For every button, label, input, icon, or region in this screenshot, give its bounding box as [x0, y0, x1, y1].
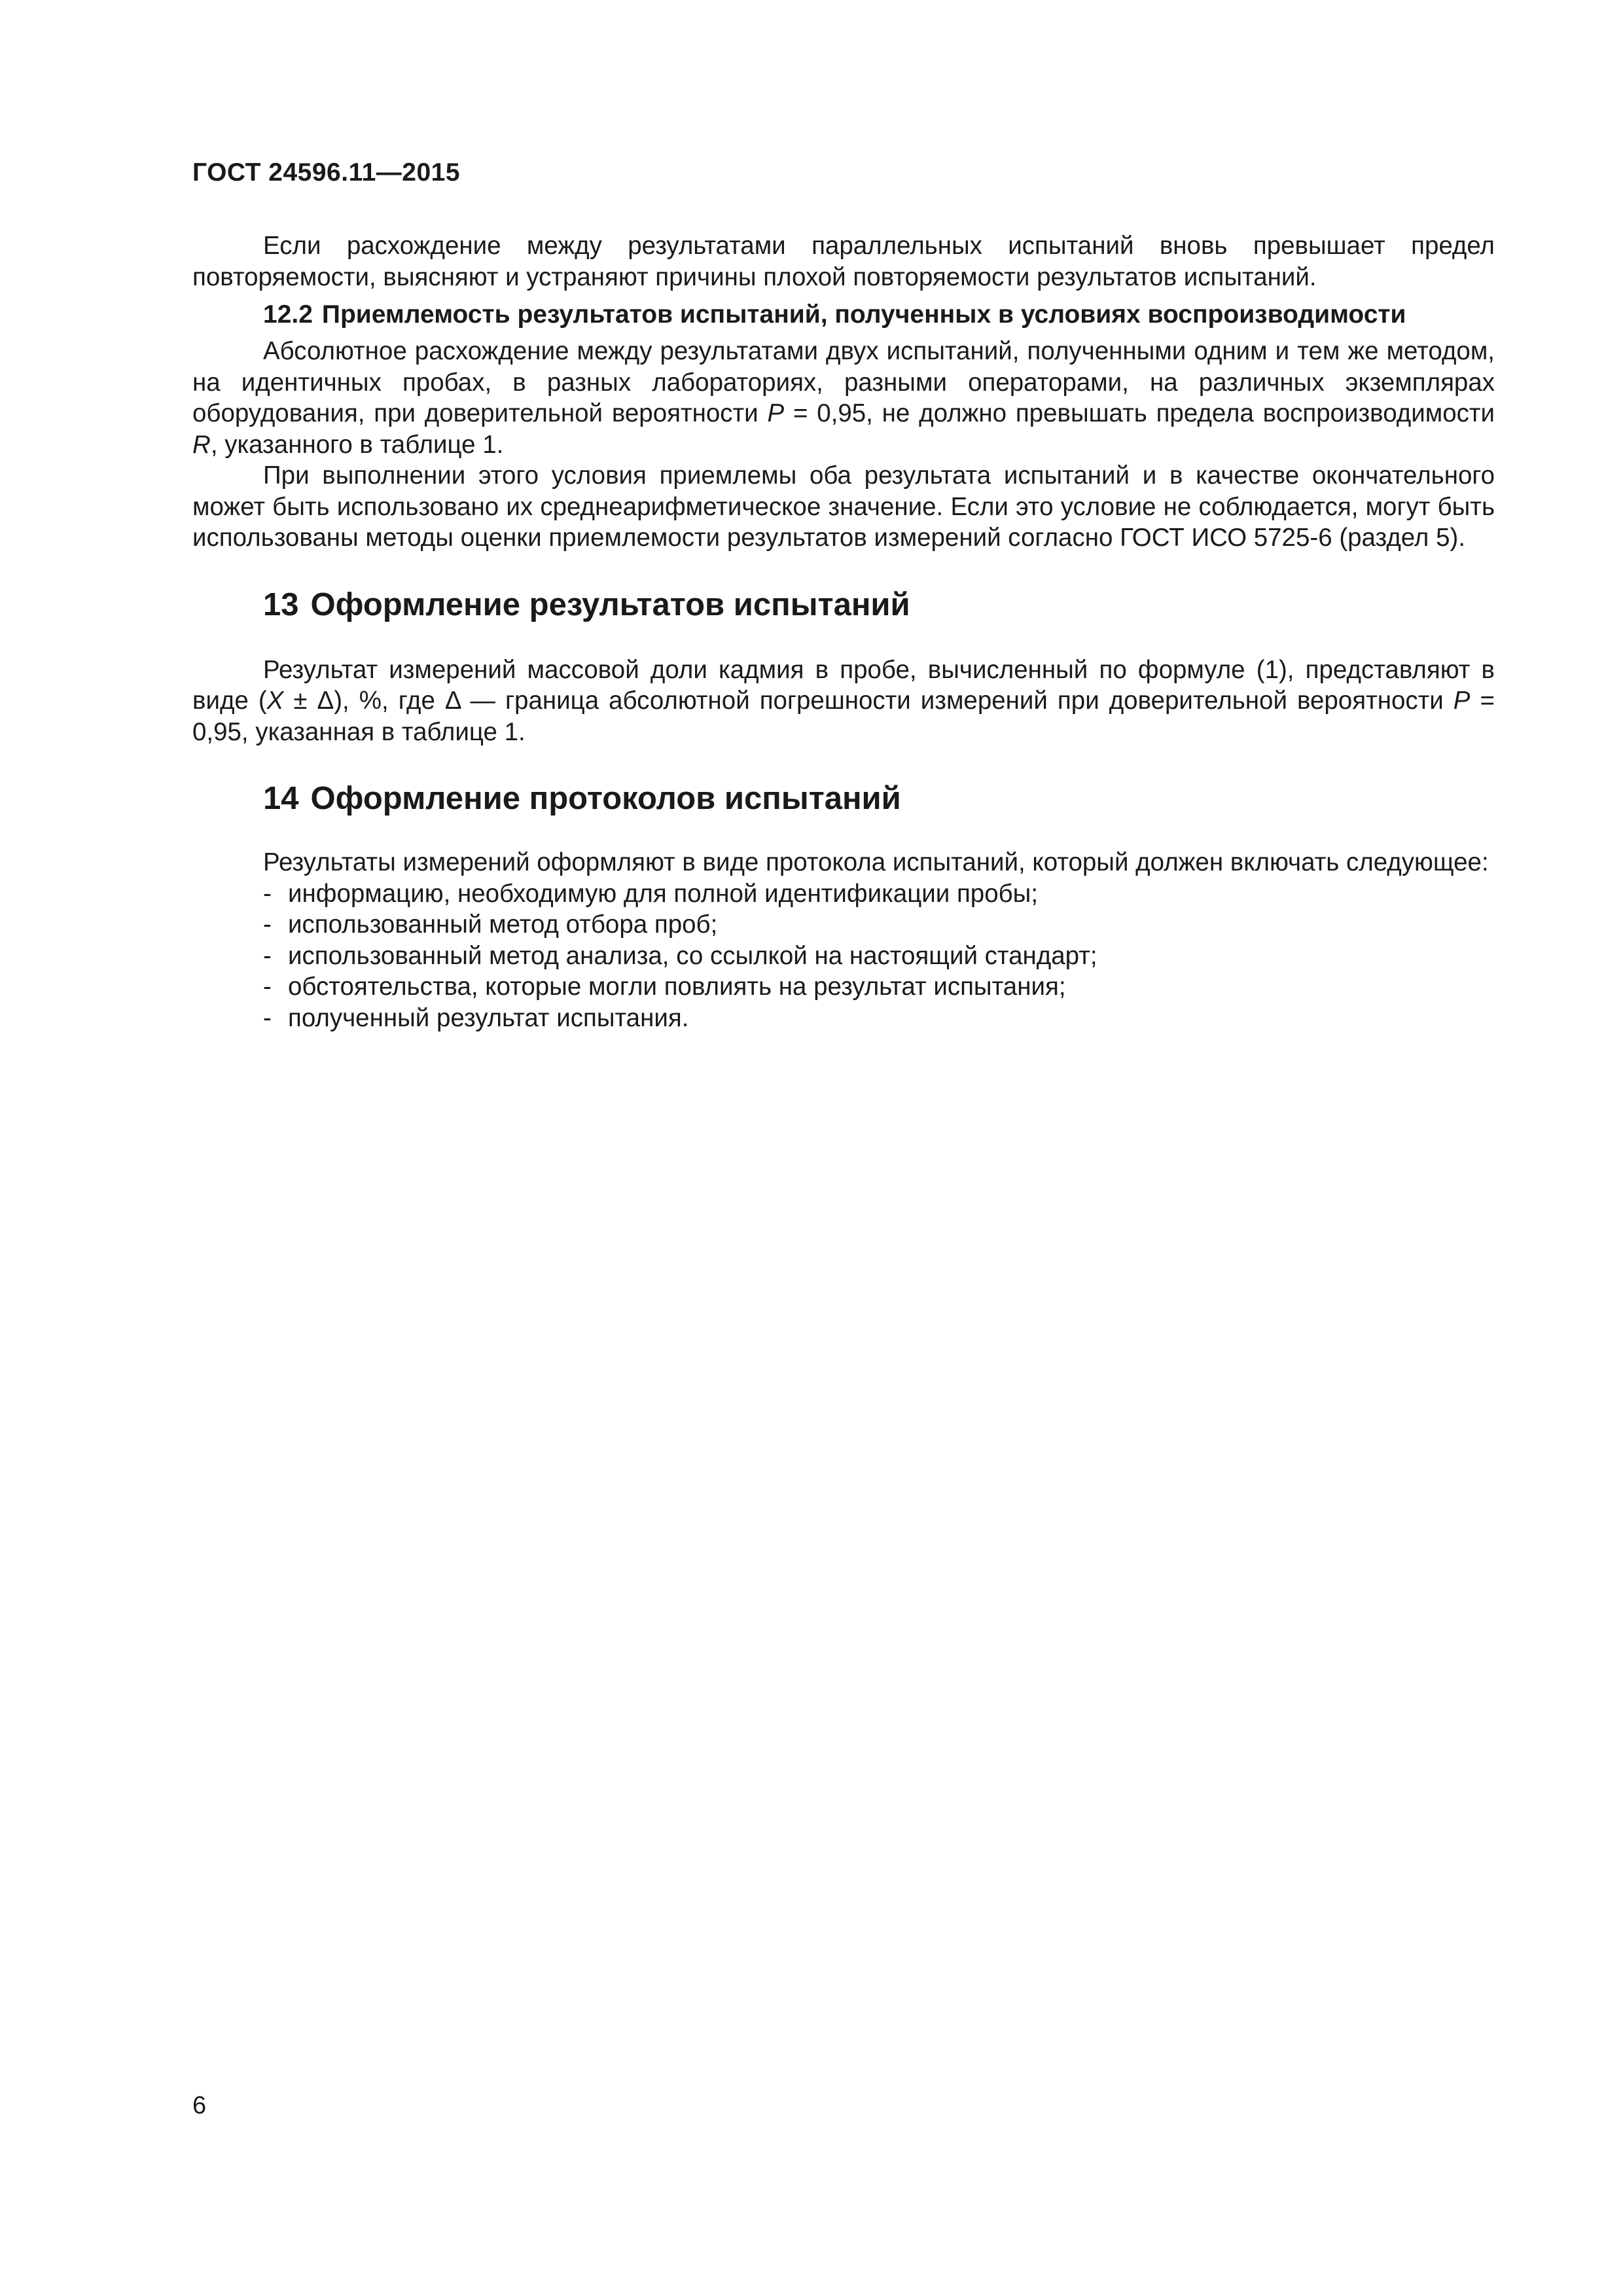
list-item	[263, 909, 1495, 941]
variable-x: X	[266, 687, 284, 715]
subsection-number: 12.2	[263, 300, 313, 329]
text-segment: Абсолютное расхождение между результатами двух испытаний, полученными одним и тем же методом, на идентичных пробах, в разных лабораториях, разными операторами, на различных экземплярах оборудования, при доверительной вероятности	[192, 337, 1495, 427]
protocol-contents-list	[192, 878, 1495, 1034]
list-dash: -	[263, 941, 272, 970]
variable-r: R	[192, 430, 211, 459]
section-heading-13	[192, 585, 1495, 624]
page-number: 6	[192, 2092, 207, 2119]
section-number: 13	[263, 586, 299, 622]
list-item-text: полученный результат испытания.	[288, 1003, 689, 1032]
paragraph-12-2-reproducibility	[192, 336, 1495, 460]
document-body	[192, 230, 1495, 1033]
list-item	[263, 878, 1495, 910]
section-title: Оформление протоколов испытаний	[310, 781, 901, 816]
paragraph-14-protocol: Результаты измерений оформляют в виде протокола испытаний, который должен включать следующее:	[263, 848, 1489, 876]
text-segment: , указанного в таблице 1.	[210, 430, 504, 459]
list-item	[263, 1003, 1495, 1034]
variable-p: P	[1453, 687, 1471, 715]
section-number: 14	[263, 781, 299, 816]
paragraph-12-2-acceptance: При выполнении этого условия приемлемы оба результата испытаний и в качестве окончательного может быть использовано их среднеарифметическое значение. Если это условие не соблюдается, могут быть использованы методы оценки приемлемости результатов измерений согласно ГОСТ ИСО 5725-6 (раздел 5).	[192, 461, 1495, 552]
list-item-text: обстоятельства, которые могли повлиять на результат испытания;	[288, 973, 1066, 1001]
paragraph-intro: Если расхождение между результатами параллельных испытаний вновь превышает предел повторяемости, выясняют и устраняют причины плохой повторяемости результатов испытаний.	[192, 232, 1495, 291]
list-dash: -	[263, 1003, 272, 1032]
subsection-title: Приемлемость результатов испытаний, полученных в условиях воспроизводимости	[321, 300, 1406, 329]
section-title: Оформление результатов испытаний	[310, 586, 910, 622]
list-item	[263, 941, 1495, 972]
section-heading-14	[192, 779, 1495, 818]
text-segment: = 0,95, не должно превышать предела воспроизводимости	[784, 399, 1495, 427]
list-dash: -	[263, 910, 272, 939]
list-item-text: использованный метод анализа, со ссылкой на настоящий стандарт;	[288, 941, 1097, 970]
paragraph-13-results	[192, 655, 1495, 748]
list-item	[263, 971, 1495, 1003]
variable-p: P	[767, 399, 785, 427]
list-dash: -	[263, 973, 272, 1001]
list-dash: -	[263, 879, 272, 908]
text-segment: = 0,95, указанная в таблице 1.	[192, 687, 1495, 746]
list-item-text: информацию, необходимую для полной идентификации пробы;	[288, 879, 1039, 908]
subsection-heading-12-2	[192, 299, 1495, 331]
document-code: ГОСТ 24596.11—2015	[192, 158, 461, 187]
text-segment: ± Δ), %, где Δ — граница абсолютной погрешности измерений при доверительной вероятности	[283, 687, 1454, 715]
list-item-text: использованный метод отбора проб;	[288, 910, 718, 939]
text-segment: Результат измерений массовой доли кадмия в пробе, вычисленный по формуле (1), представляют в виде (	[192, 655, 1495, 715]
